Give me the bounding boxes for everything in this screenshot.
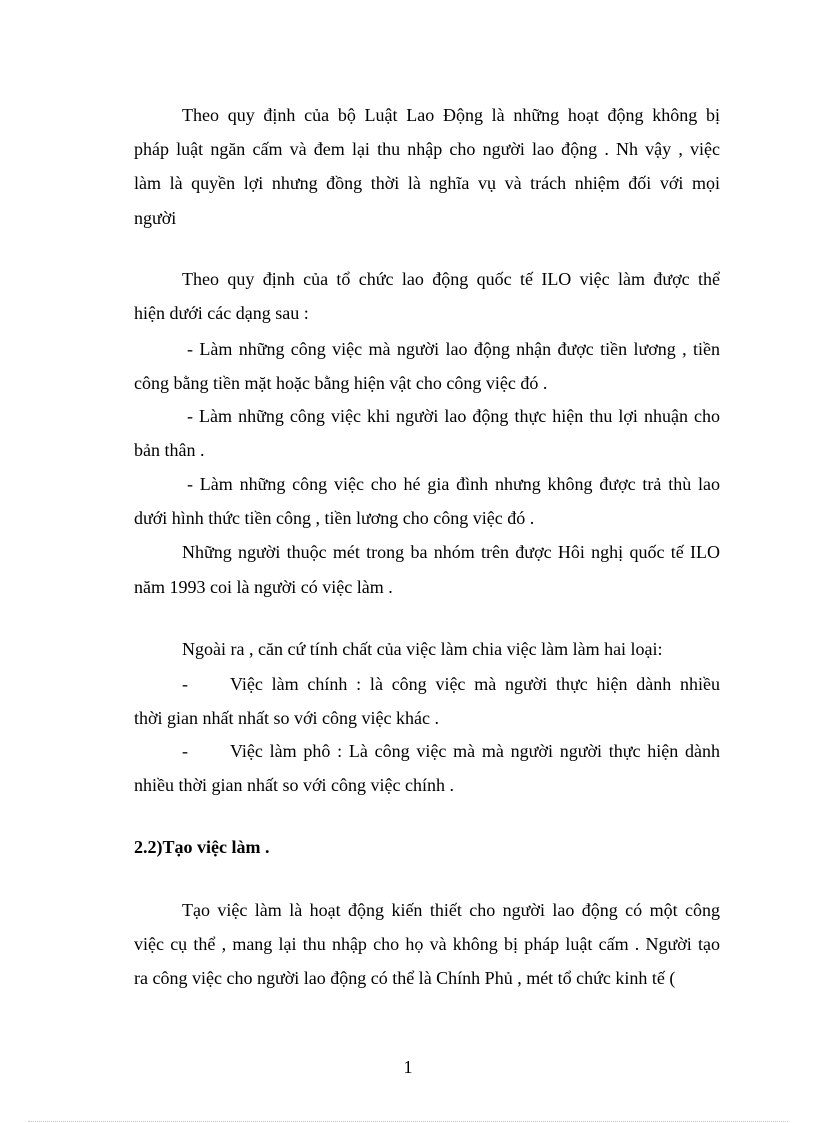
dash-item-line: thời gian nhất nhất so với công việc khác . [134,708,439,728]
dash-marker: - [182,741,188,761]
bullet-line: công bằng tiền mặt hoặc bằng hiện vật cho công việc đó . [134,373,548,393]
section-heading: 2.2)Tạo việc làm . [134,837,270,857]
paragraph-line: Theo quy định của tổ chức lao động quốc tế ILO việc làm được thể [182,269,720,289]
paragraph-line: hiện dưới các dạng sau : [134,303,309,323]
bullet-line: bản thân . [134,440,205,460]
paragraph-line: người [134,208,177,228]
paragraph-line: việc cụ thể , mang lại thu nhập cho họ và không bị pháp luật cấm . Người tạo [134,934,720,954]
paragraph-line: Ngoài ra , căn cứ tính chất của việc làm chia việc làm làm hai loại: [182,639,663,659]
paragraph-line: năm 1993 coi là người có việc làm . [134,577,393,597]
paragraph-line: ra công việc cho người lao động có thể là Chính Phủ , mét tổ chức kinh tế ( [134,968,676,988]
paragraph-line: pháp luật ngăn cấm và đem lại thu nhập cho người lao động . Nh vậy , việc [134,139,720,159]
bullet-line: - Làm những công việc cho hé gia đình nhưng không được trả thù lao [187,474,720,494]
bullet-line: - Làm những công việc khi người lao động thực hiện thu lợi nhuận cho [187,406,720,426]
dash-item-line: Việc làm chính : là công việc mà người thực hiện dành nhiều [230,674,720,694]
dash-item-line: Việc làm phô : Là công việc mà mà người người thực hiện dành [230,741,720,761]
dash-item-line: nhiều thời gian nhất so với công việc chính . [134,775,454,795]
paragraph-line: làm là quyền lợi nhưng đồng thời là nghĩa vụ và trách nhiệm đối với mọi [134,173,720,193]
page-number: 1 [403,1057,413,1077]
page-bottom-rule [28,1121,788,1122]
paragraph-line: Tạo việc làm là hoạt động kiến thiết cho người lao động có một công [182,900,720,920]
paragraph-line: Theo quy định của bộ Luật Lao Động là những hoạt động không bị [182,105,720,125]
dash-marker: - [182,674,188,694]
bullet-line: - Làm những công việc mà người lao động nhận được tiền lương , tiền [187,339,720,359]
bullet-line: dưới hình thức tiền công , tiền lương cho công việc đó . [134,508,535,528]
paragraph-line: Những người thuộc mét trong ba nhóm trên được Hôi nghị quốc tế ILO [182,542,720,562]
